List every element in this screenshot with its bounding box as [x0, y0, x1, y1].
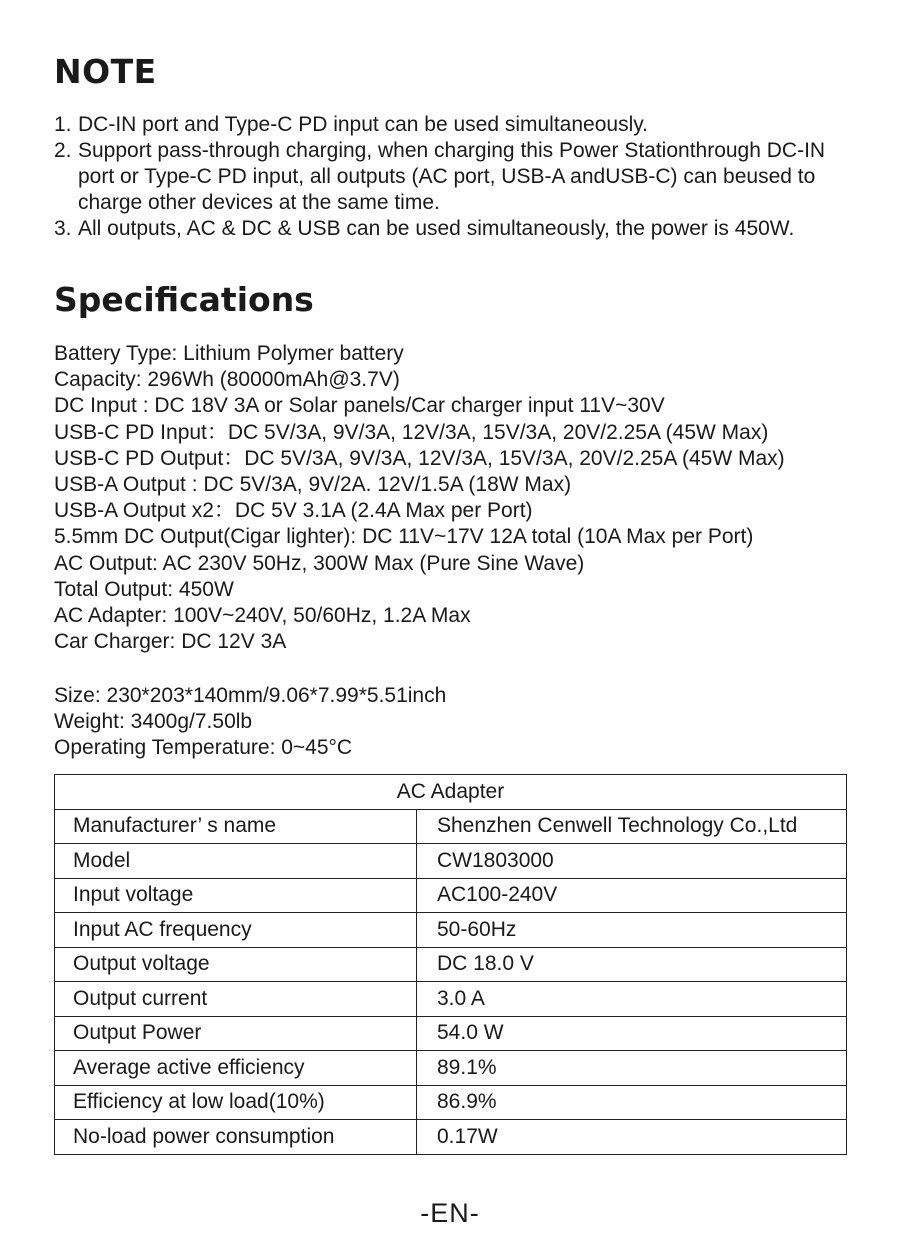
note-item [54, 216, 864, 242]
table-cell-value: CW1803000 [417, 844, 847, 879]
note-item-number: 2. [54, 139, 72, 162]
table-cell-key: Input AC frequency [55, 913, 417, 948]
table-cell-key: No-load power consumption [55, 1120, 417, 1155]
table-cell-key: Output voltage [55, 947, 417, 982]
table-cell-value: AC100-240V [417, 878, 847, 913]
table-row [55, 1085, 847, 1120]
spec-line: USB-C PD Input：DC 5V/3A, 9V/3A, 12V/3A, 15V/3A, 20V/2.25A (45W Max) [54, 420, 769, 444]
table-row [55, 913, 847, 948]
table-cell-value: 89.1% [417, 1051, 847, 1086]
table-cell-value: 50-60Hz [417, 913, 847, 948]
table-cell-value: DC 18.0 V [417, 947, 847, 982]
note-item-text: Support pass-through charging, when charging this Power Stationthrough DC-IN port or Type-C PD input, all outputs (AC port, USB-A andUSB-C) can beused to charge other devices at the same time. [78, 139, 826, 214]
table-cell-key: Average active efficiency [55, 1051, 417, 1086]
spec-line: Car Charger: DC 12V 3A [54, 630, 287, 654]
table-row [55, 878, 847, 913]
table-header-row [55, 775, 847, 810]
table-header: AC Adapter [55, 775, 847, 810]
specifications-list [54, 341, 854, 655]
spec-line: USB-A Output x2：DC 5V 3.1A (2.4A Max per Port) [54, 499, 533, 523]
ac-adapter-table [54, 774, 847, 1155]
note-item-number: 1. [54, 113, 72, 136]
note-item-number: 3. [54, 217, 72, 240]
table-cell-key: Output current [55, 982, 417, 1017]
spec-line: USB-A Output : DC 5V/3A, 9V/2A. 12V/1.5A (18W Max) [54, 473, 572, 497]
table-cell-key: Output Power [55, 1016, 417, 1051]
note-list [54, 112, 864, 242]
spec-line: USB-C PD Output：DC 5V/3A, 9V/3A, 12V/3A, 15V/3A, 20V/2.25A (45W Max) [54, 446, 785, 470]
physical-specs-list [54, 683, 854, 762]
table-row [55, 947, 847, 982]
spec-line: 5.5mm DC Output(Cigar lighter): DC 11V~17V 12A total (10A Max per Port) [54, 525, 754, 549]
specifications-heading: Specifications [54, 280, 314, 319]
table-cell-value: 86.9% [417, 1085, 847, 1120]
note-heading: NOTE [54, 52, 157, 91]
table-cell-key: Input voltage [55, 878, 417, 913]
spec-line: AC Adapter: 100V~240V, 50/60Hz, 1.2A Max [54, 604, 471, 628]
table-cell-value: Shenzhen Cenwell Technology Co.,Ltd [417, 809, 847, 844]
table-cell-key: Efficiency at low load(10%) [55, 1085, 417, 1120]
table-row [55, 844, 847, 879]
note-item-text: All outputs, AC & DC & USB can be used simultaneously, the power is 450W. [78, 217, 795, 240]
note-item [54, 112, 864, 138]
table-row [55, 1016, 847, 1051]
note-item [54, 138, 864, 216]
spec-line: Total Output: 450W [54, 577, 234, 601]
table-cell-value: 54.0 W [417, 1016, 847, 1051]
table-cell-value: 3.0 A [417, 982, 847, 1017]
table-row [55, 1051, 847, 1086]
table-cell-key: Manufacturer’ s name [55, 809, 417, 844]
spec-line: Operating Temperature: 0~45°C [54, 736, 353, 760]
note-item-text: DC-IN port and Type-C PD input can be used simultaneously. [78, 113, 649, 136]
table-row [55, 982, 847, 1017]
table-row [55, 1120, 847, 1155]
spec-line: AC Output: AC 230V 50Hz, 300W Max (Pure Sine Wave) [54, 551, 585, 575]
spec-line: Size: 230*203*140mm/9.06*7.99*5.51inch [54, 684, 447, 707]
table-cell-key: Model [55, 844, 417, 879]
spec-line: DC Input : DC 18V 3A or Solar panels/Car charger input 11V~30V [54, 394, 665, 418]
page-label: -EN- [420, 1198, 480, 1228]
spec-line: Weight: 3400g/7.50lb [54, 710, 253, 734]
spec-line: Battery Type: Lithium Polymer battery [54, 342, 404, 365]
table-cell-value: 0.17W [417, 1120, 847, 1155]
table-row [55, 809, 847, 844]
spec-line: Capacity: 296Wh (80000mAh@3.7V) [54, 368, 400, 392]
